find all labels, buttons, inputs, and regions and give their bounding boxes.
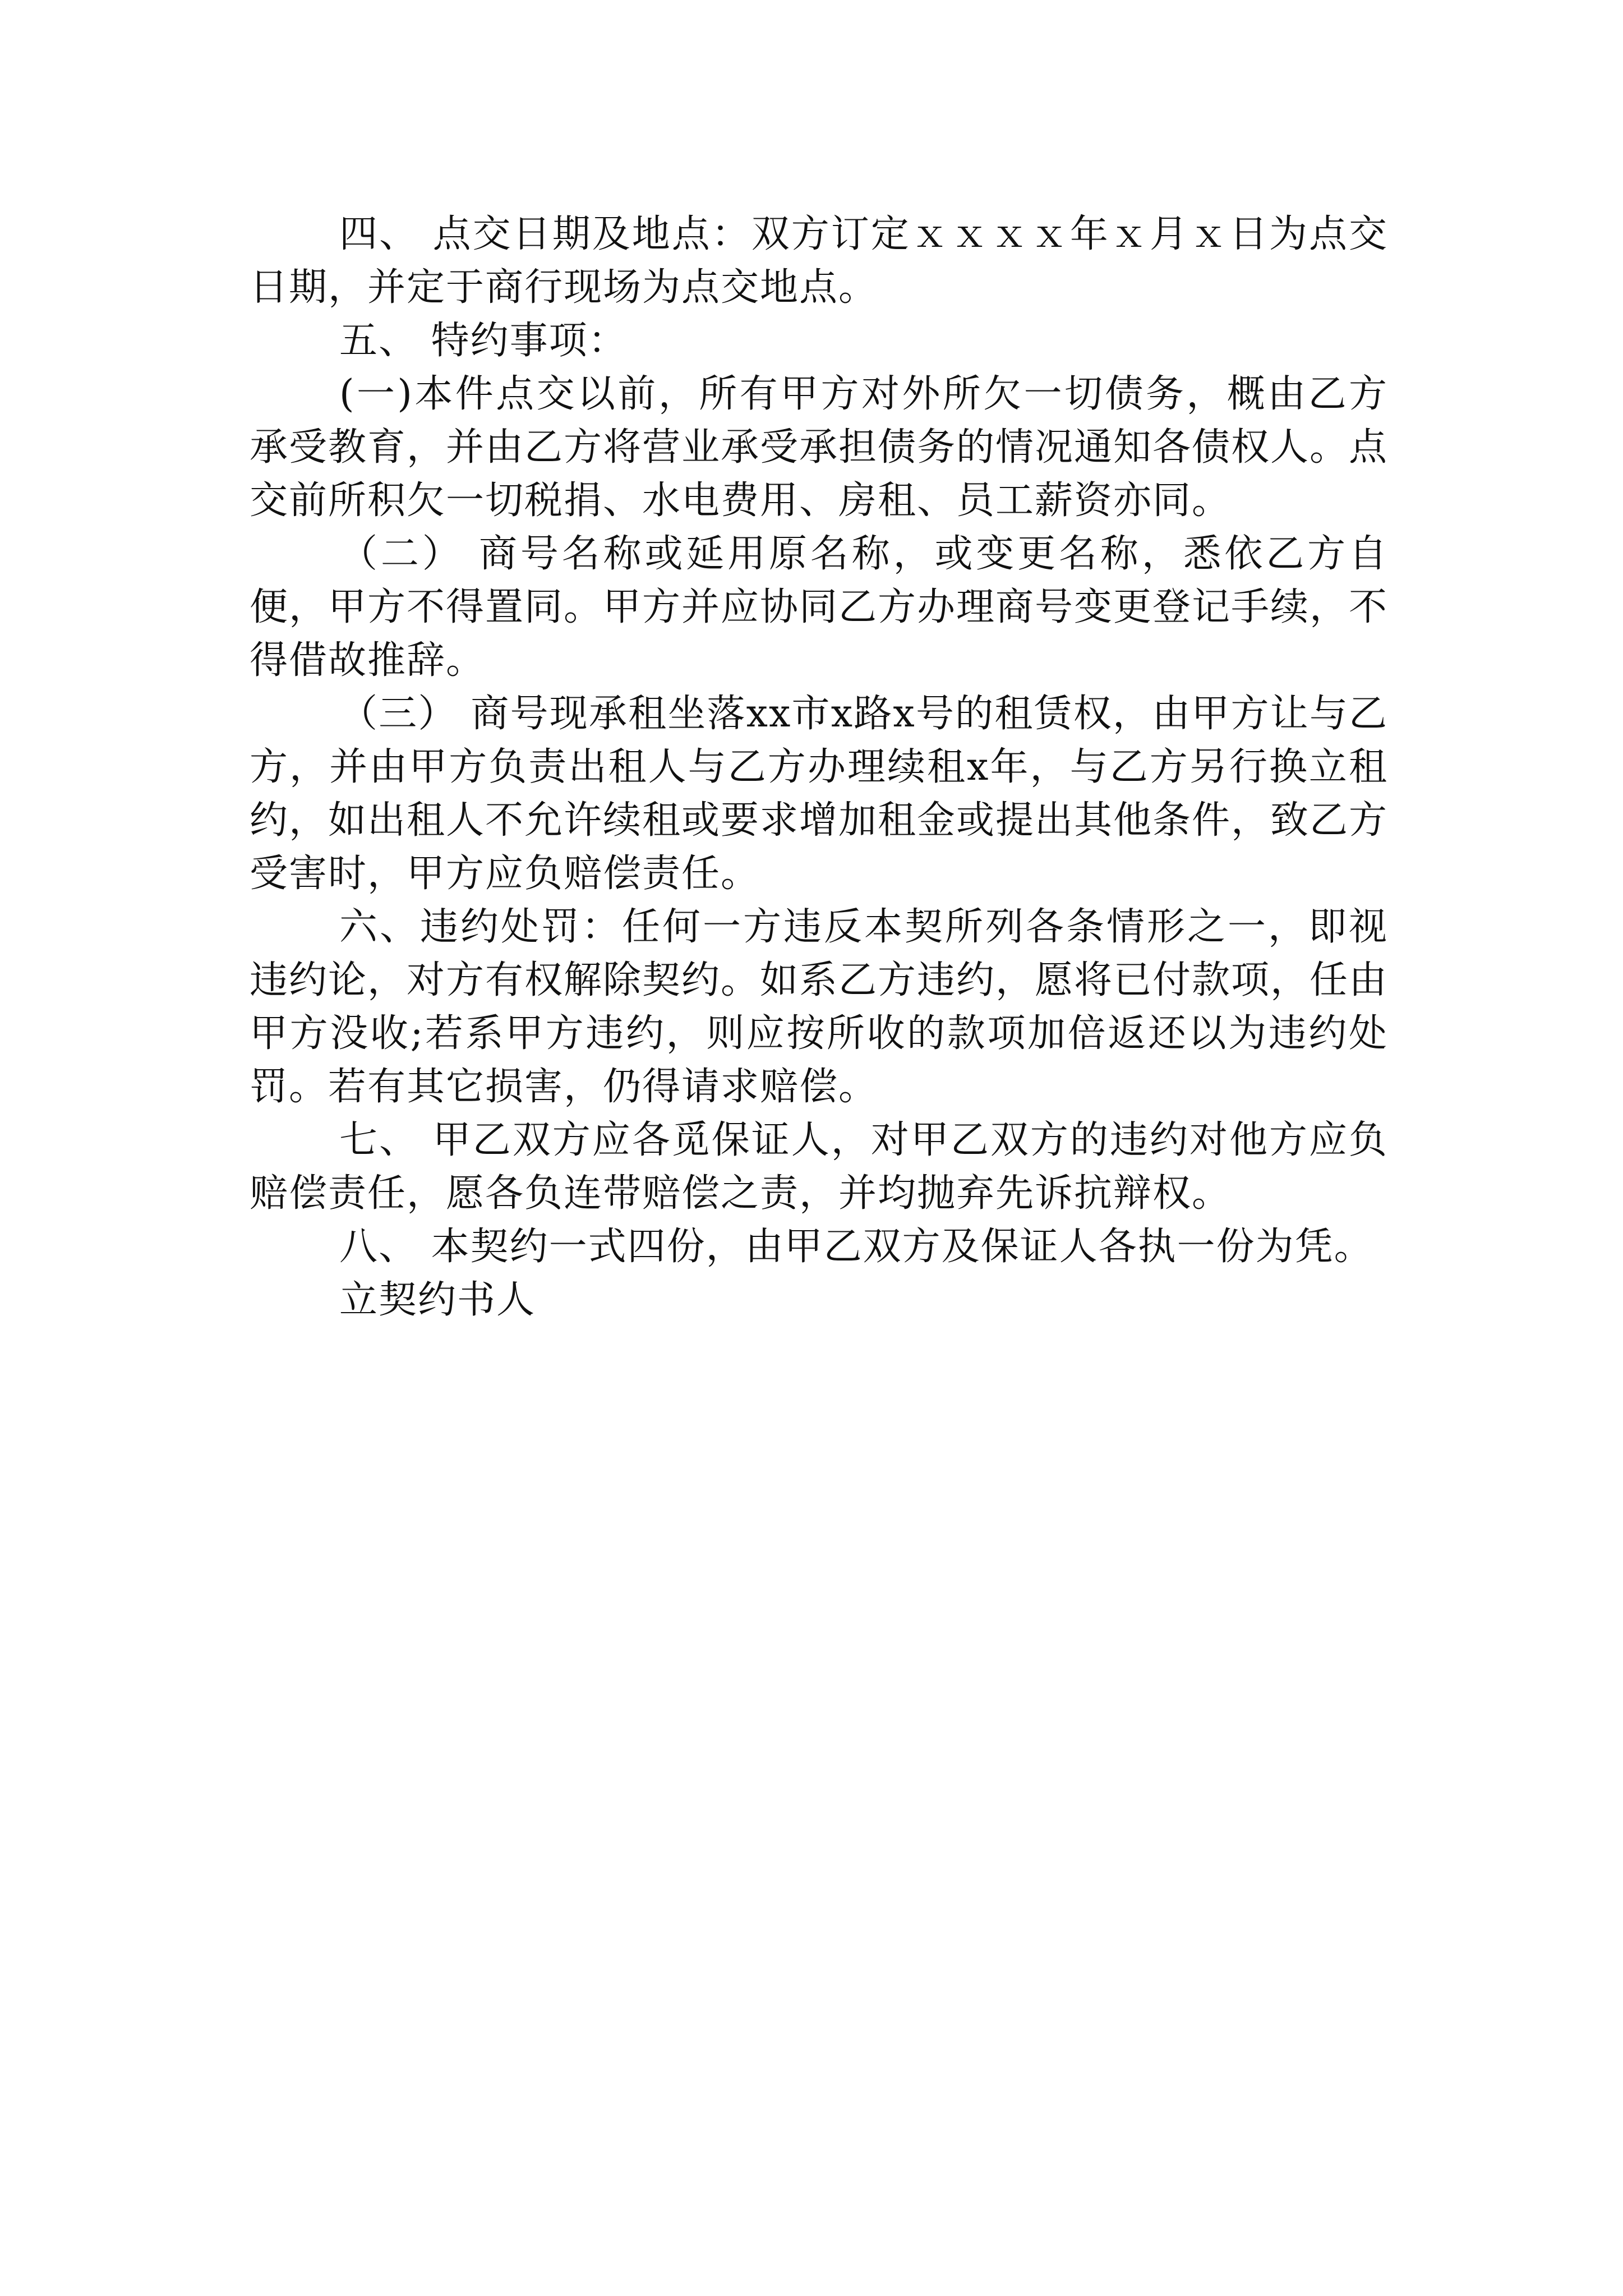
clause-5-item-1: (一)本件点交以前，所有甲方对外所欠一切债务，概由乙方承受教育，并由乙方将营业承受承担债务的情况通知各债权人。点交前所积欠一切税捐、水电费用、房租、员工薪资亦同。 bbox=[250, 372, 1389, 523]
document-body bbox=[250, 208, 1388, 1327]
clause-5-heading: 五、 特约事项： bbox=[339, 319, 628, 363]
signatory-label: 立契约书人 bbox=[339, 1278, 536, 1322]
clause-5-item-3: （三） 商号现承租坐落xx市x路x号的租赁权，由甲方让与乙方，并由甲方负责出租人与乙方办理续租x年，与乙方另行换立租约，如出租人不允许续租或要求增加租金或提出其他条件，致乙方受害时，甲方应负赔偿责任。 bbox=[250, 692, 1389, 896]
clause-6-penalty: 六、违约处罚：任何一方违反本契所列各条情形之一，即视违约论，对方有权解除契约。如系乙方违约，愿将已付款项，任由甲方没收;若系甲方违约，则应按所收的款项加倍返还以为违约处罚。若有其它损害，仍得请求赔偿。 bbox=[250, 905, 1389, 1109]
clause-4-delivery-date: 四、 点交日期及地点：双方订定ｘｘｘｘ年ｘ月ｘ日为点交日期，并定于商行现场为点交地点。 bbox=[250, 212, 1388, 310]
clause-8-copies: 八、 本契约一式四份，由甲乙双方及保证人各执一份为凭。 bbox=[339, 1225, 1373, 1269]
clause-5-item-2: （二） 商号名称或延用原名称，或变更名称，悉依乙方自便，甲方不得置同。甲方并应协同乙方办理商号变更登记手续，不得借故推辞。 bbox=[250, 532, 1389, 683]
clause-7-guarantor: 七、 甲乙双方应各觅保证人，对甲乙双方的违约对他方应负赔偿责任，愿各负连带赔偿之责，并均抛弃先诉抗辩权。 bbox=[250, 1118, 1388, 1216]
